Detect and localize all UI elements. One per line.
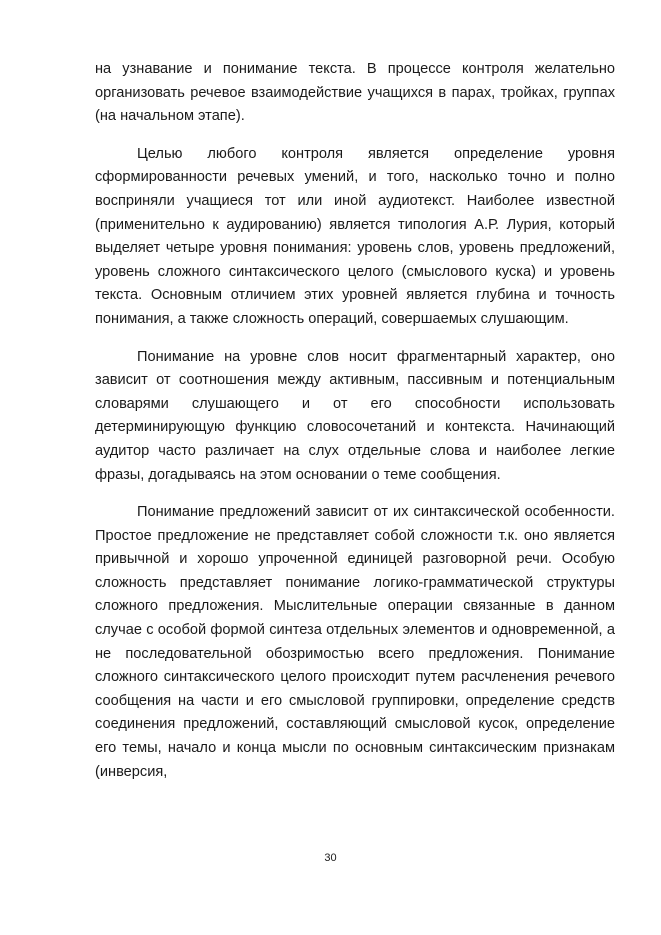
- paragraph-2: Целью любого контроля является определение уровня сформированности речевых умений, и того, насколько точно и полно восприняли учащиеся тот или иной аудиотекст. Наиболее известной (применительно к аудированию) является типология А.Р. Лурия, который выделяет четыре уровня понимания: уровень слов, уровень предложений, уровень сложного синтаксического целого (смыслового куска) и уровень текста. Основным отличием этих уровней является глубина и точность понимания, а также сложность операций, совершаемых слушающим.: [95, 145, 615, 327]
- document-body: [95, 58, 615, 798]
- paragraph-4: Понимание предложений зависит от их синтаксической особенности. Простое предложение не представляет собой сложности т.к. оно является привычной и хорошо упроченной единицей разговорной речи. Особую сложность представляет понимание логико-грамматической структуры сложного предложения. Мыслительные операции связанные в данном случае с особой формой синтеза отдельных элементов и одновременной, а не последовательной обозримостью всего предложения. Понимание сложного синтаксического целого происходит путем расчленения речевого сообщения на части и его смысловой группировки, определение средств соединения предложений, составляющий смысловой кусок, определение его темы, начало и конца мысли по основным синтаксическим признакам (инверсия,: [95, 504, 615, 780]
- page-number: 30: [324, 852, 337, 864]
- paragraph-1: на узнавание и понимание текста. В процессе контроля желательно организовать речевое взаимодействие учащихся в парах, тройках, группах (на начальном этапе).: [95, 61, 615, 125]
- paragraph-3: Понимание на уровне слов носит фрагментарный характер, оно зависит от соотношения между активным, пассивным и потенциальным словарями слушающего и от его способности использовать детерминирующую функцию словосочетаний и контекста. Начинающий аудитор часто различает на слух отдельные слова и наиболее легкие фразы, догадываясь на этом основании о теме сообщения.: [95, 348, 615, 483]
